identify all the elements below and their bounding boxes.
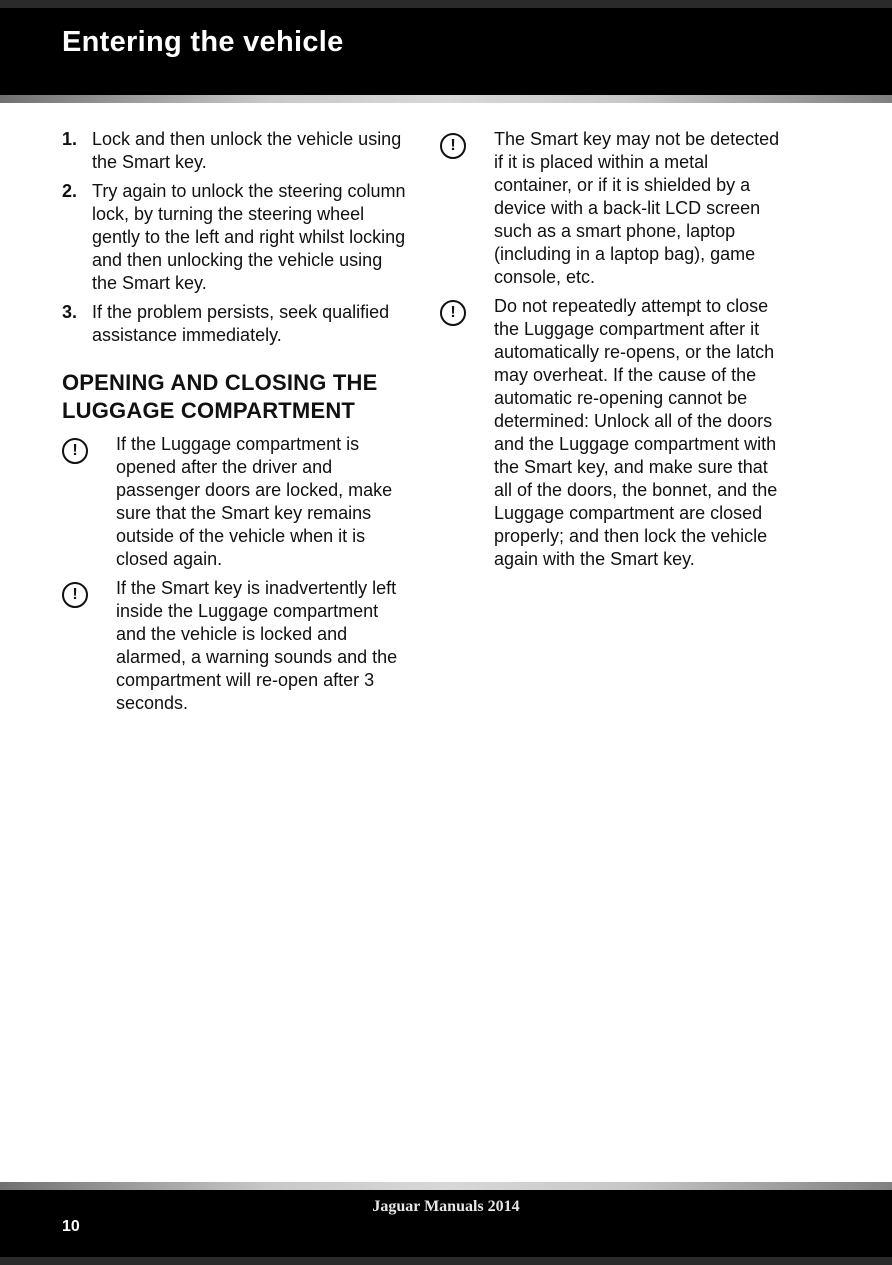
- footer-divider: [0, 1182, 892, 1190]
- warning-note: [440, 128, 790, 289]
- warning-text: If the Smart key is inadvertently left inside the Luggage compartment and the vehicle is locked and alarmed, a warning sounds and the compartment will re-open after 3 seconds.: [116, 578, 398, 713]
- step-number: 2.: [62, 181, 78, 201]
- top-border: [0, 0, 892, 8]
- warning-icon: !: [440, 133, 466, 159]
- right-column: [440, 128, 790, 577]
- warning-icon: !: [440, 300, 466, 326]
- header-divider: [0, 95, 892, 103]
- page-number: 10: [62, 1218, 80, 1235]
- warning-note: [62, 433, 410, 571]
- list-item: [62, 180, 410, 295]
- warning-text: The Smart key may not be detected if it is placed within a metal container, or if it is shielded by a device with a back-lit LCD screen such as a smart phone, laptop (including in a laptop bag), game console, etc.: [494, 129, 780, 287]
- warning-icon: !: [62, 438, 88, 464]
- page-header: [0, 8, 892, 96]
- warning-icon: !: [62, 582, 88, 608]
- step-number: 1.: [62, 129, 78, 149]
- section-heading: OPENING AND CLOSING THE LUGGAGE COMPARTMENT: [62, 370, 378, 423]
- left-column: [62, 128, 410, 721]
- page-title: Entering the vehicle: [62, 26, 344, 58]
- step-text: Lock and then unlock the vehicle using the Smart key.: [92, 129, 402, 172]
- page-footer: [0, 1190, 892, 1257]
- step-number: 3.: [62, 302, 78, 322]
- warning-text: If the Luggage compartment is opened after the driver and passenger doors are locked, make sure that the Smart key remains outside of the vehicle when it is closed again.: [116, 434, 393, 569]
- step-text: If the problem persists, seek qualified assistance immediately.: [92, 302, 390, 345]
- warning-note: [440, 295, 790, 571]
- footer-brand: Jaguar Manuals 2014: [372, 1198, 520, 1215]
- list-item: [62, 301, 410, 347]
- bottom-border: [0, 1257, 892, 1265]
- warning-note: [62, 577, 410, 715]
- step-text: Try again to unlock the steering column lock, by turning the steering wheel gently to the left and right whilst locking and then unlocking the vehicle using the Smart key.: [92, 181, 406, 293]
- warning-text: Do not repeatedly attempt to close the Luggage compartment after it automatically re-opens, or the latch may overheat. If the cause of the automatic re-opening cannot be determined: Unlock all of the doors and the Luggage compartment with the Smart key, and make sure that all of the doors, the bonnet, and the Luggage compartment are closed properly; and then lock the vehicle again with the Smart key.: [494, 296, 778, 569]
- list-item: [62, 128, 410, 174]
